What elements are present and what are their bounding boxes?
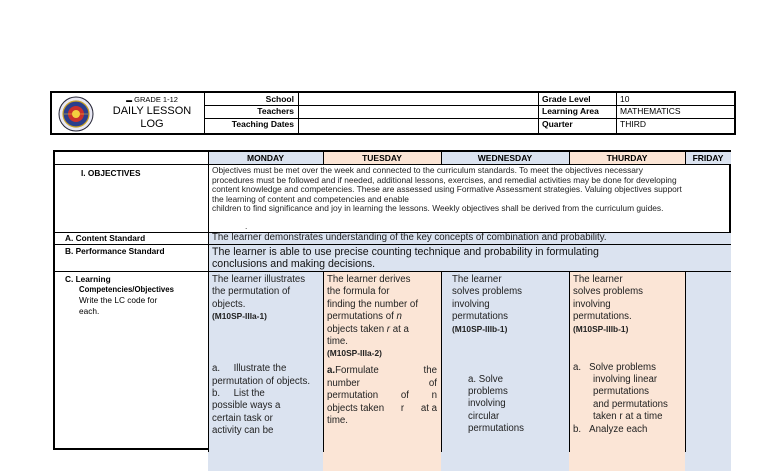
objectives-dot: .	[245, 221, 248, 231]
content-standard-text: The learner demonstrates understanding of the key concepts of combination and probability.	[212, 232, 607, 243]
wednesday-competency: The learner solves problems involving permutations (M10SP-IIIb-1) a. Solve problems involving circular permutations	[452, 274, 566, 436]
grade-level-label: Grade Level	[542, 94, 591, 104]
thursday-competency: The learner solves problems involving permutations. (M10SP-IIIb-1) a. Solve problems involving linear permutations and permutations taken r at a time b. Analyze each	[573, 274, 683, 436]
quarter-value[interactable]: THIRD	[620, 119, 646, 129]
title-line-2: LOG	[140, 118, 164, 130]
learning-area-value[interactable]: MATHEMATICS	[620, 106, 681, 116]
wednesday-lc-code: (M10SP-IIIb-1)	[452, 323, 508, 334]
lesson-log-header	[50, 91, 736, 135]
title-line-1: DAILY LESSON	[112, 105, 192, 117]
objectives-text: Objectives must be met over the week and connected to the curriculum standards. To meet the objectives necessary procedures must be followed and if needed, additional lessons, exercises, and remedial activities may be done for developing content knowledge and competencies. These are assessed using Formative Assessment strategies. Valuing objectives support the learning of content and competencies and enable children to find significance and joy in learning the lessons. Weekly objectives shall be derived from the curriculum guides.	[212, 165, 682, 214]
monday-competency: The learner illustrates the permutation of objects. (M10SP-IIIa-1) a. Illustrate the permutation of objects. b. List the possible ways a certain task or activity can be	[212, 274, 322, 438]
grade-level-value[interactable]: 10	[620, 94, 630, 104]
content-standard-label: A. Content Standard	[65, 233, 146, 243]
competencies-label: C. Learning Competencies/Objectives Write the LC code for each.	[65, 274, 174, 316]
teachers-label: Teachers	[257, 106, 294, 116]
learning-area-label: Learning Area	[542, 106, 599, 116]
day-header-monday: MONDAY	[208, 152, 323, 164]
quarter-label: Quarter	[542, 119, 573, 129]
objectives-label: I. OBJECTIVES	[81, 168, 141, 178]
day-header-tuesday: TUESDAY	[323, 152, 441, 164]
lesson-plan-table	[53, 150, 731, 450]
performance-standard-label: B. Performance Standard	[65, 246, 165, 256]
school-label: School	[265, 94, 294, 104]
performance-standard-text: The learner is able to use precise counting technique and probability in formulating conclusions and making decisions.	[212, 246, 599, 270]
day-header-thursday: THURDAY	[569, 152, 685, 164]
thursday-lc-code: (M10SP-IIIb-1)	[573, 323, 629, 334]
day-header-friday: FRIDAY	[685, 152, 731, 164]
day-header-wednesday: WEDNESDAY	[441, 152, 569, 164]
monday-lc-code: (M10SP-IIIa-1)	[212, 311, 267, 322]
teaching-dates-label: Teaching Dates	[231, 119, 294, 129]
tuesday-lc-code: (M10SP-IIIa-2)	[327, 348, 382, 359]
deped-seal-icon	[58, 96, 94, 132]
grade-badge: ▬ GRADE 1-12	[126, 95, 178, 104]
tuesday-competency: The learner derives the formula for finding the number of permutations of n objects taken r at a time. (M10SP-IIIa-2) a.Formulate the number of permutation of n objects taken r at a time.	[327, 274, 437, 427]
friday-column-bg	[685, 271, 731, 471]
